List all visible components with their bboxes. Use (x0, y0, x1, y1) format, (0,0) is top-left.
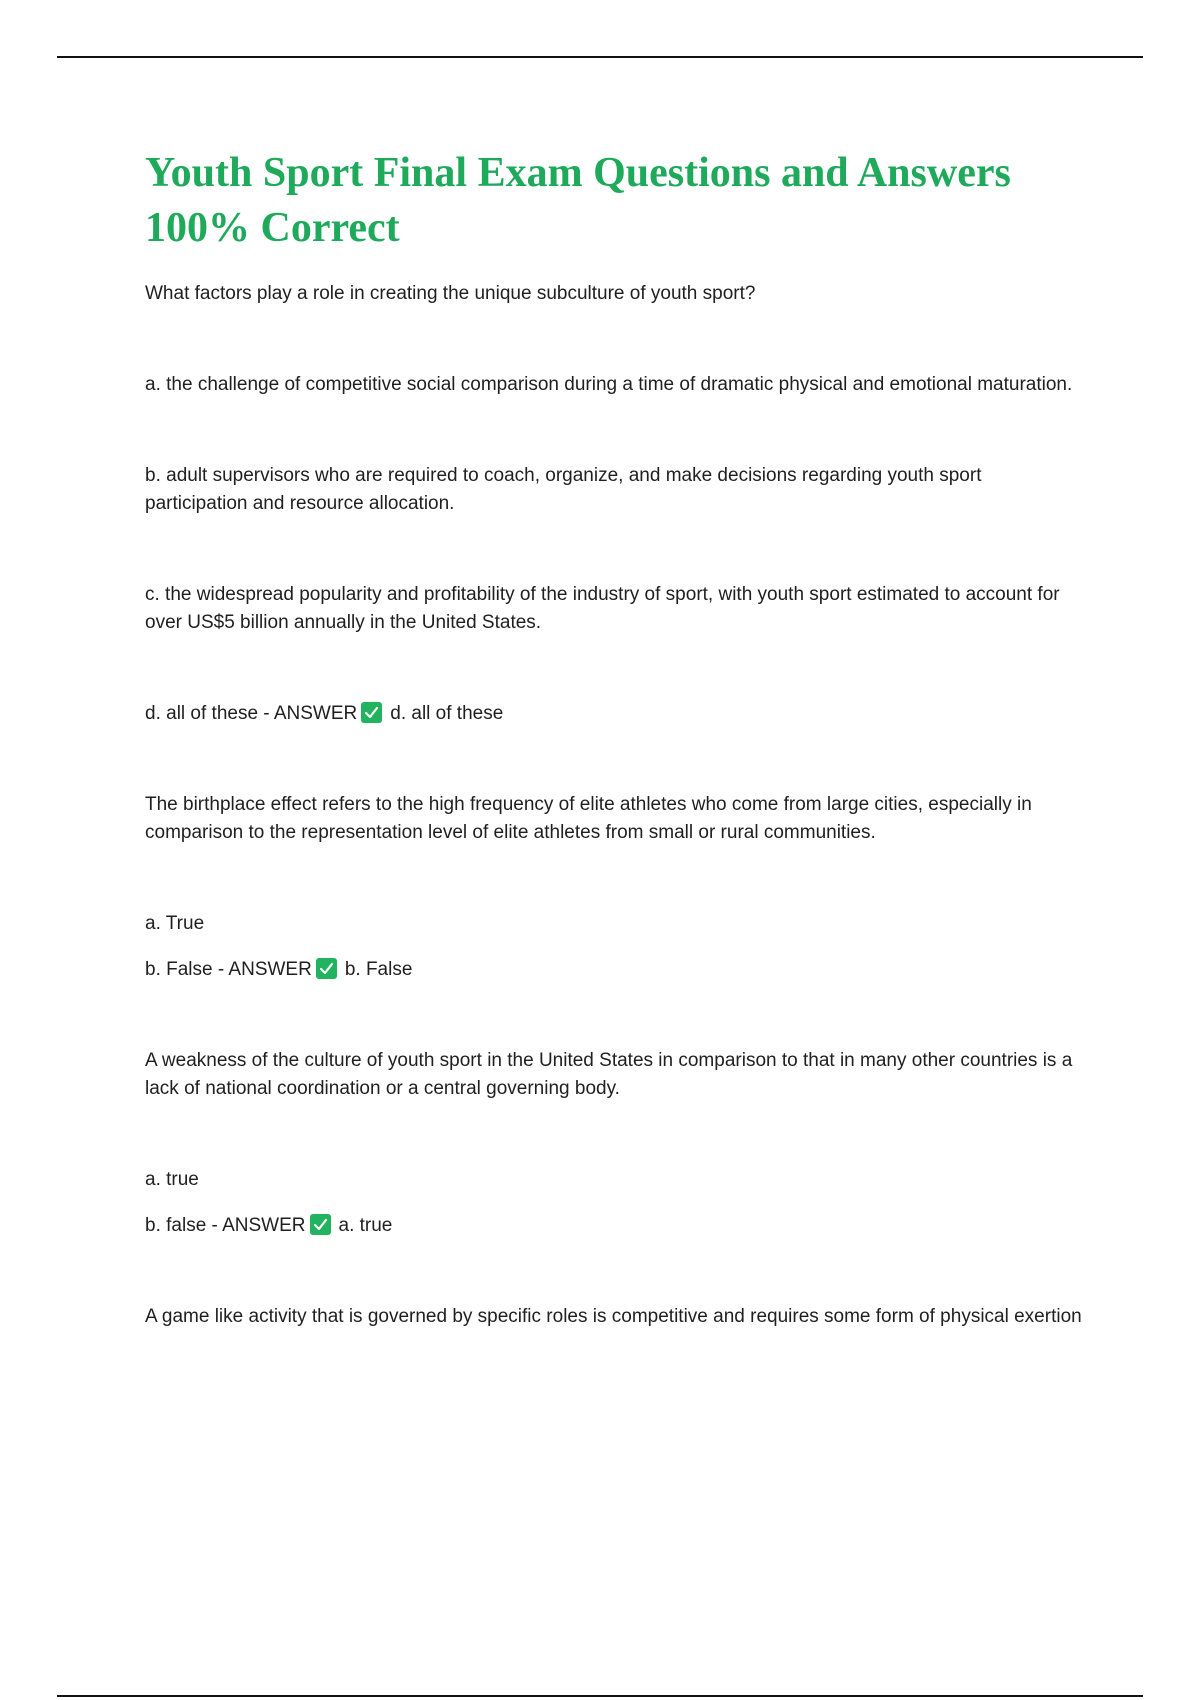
answer-line (145, 956, 1085, 984)
bottom-rule (57, 1695, 1143, 1697)
answer-line (145, 700, 1085, 728)
answer-prefix: b. False - ANSWER (145, 959, 312, 980)
question-block-4 (145, 1303, 1085, 1331)
question-text: What factors play a role in creating the unique subculture of youth sport? (145, 283, 756, 304)
answer-value: d. all of these (390, 703, 504, 724)
option-c: c. the widespread popularity and profitability of the industry of sport, with youth sport estimated to account for over US$5 billion annually in the United States. (145, 584, 1060, 633)
option-b: b. adult supervisors who are required to coach, organize, and make decisions regarding youth sport participation and resource allocation. (145, 465, 982, 514)
answer-prefix: b. false - ANSWER (145, 1215, 306, 1236)
answer-prefix: d. all of these - ANSWER (145, 703, 358, 724)
question-text: A game like activity that is governed by specific roles is competitive and requires some form of physical exertion (145, 1306, 1082, 1327)
question-block-2 (145, 791, 1085, 984)
question-text: The birthplace effect refers to the high frequency of elite athletes who come from large cities, especially in comparison to the representation level of elite athletes from small or rural communities. (145, 794, 1032, 843)
answer-value: a. true (338, 1215, 393, 1236)
document-title: Youth Sport Final Exam Questions and Answers 100% Correct (145, 150, 1011, 251)
option-a: a. true (145, 1169, 199, 1190)
option-a: a. the challenge of competitive social comparison during a time of dramatic physical and emotional maturation. (145, 374, 1073, 395)
answer-value: b. False (344, 959, 413, 980)
check-mark-icon (310, 1214, 331, 1235)
answer-line (145, 1212, 1085, 1240)
document-body (145, 146, 1085, 1331)
question-block-3 (145, 1047, 1085, 1240)
question-text: A weakness of the culture of youth sport in the United States in comparison to that in many other countries is a lack of national coordination or a central governing body. (145, 1050, 1073, 1099)
check-mark-icon (361, 702, 382, 723)
check-mark-icon (316, 958, 337, 979)
question-block-1 (145, 280, 1085, 728)
option-a: a. True (145, 913, 205, 934)
top-rule (57, 56, 1143, 58)
